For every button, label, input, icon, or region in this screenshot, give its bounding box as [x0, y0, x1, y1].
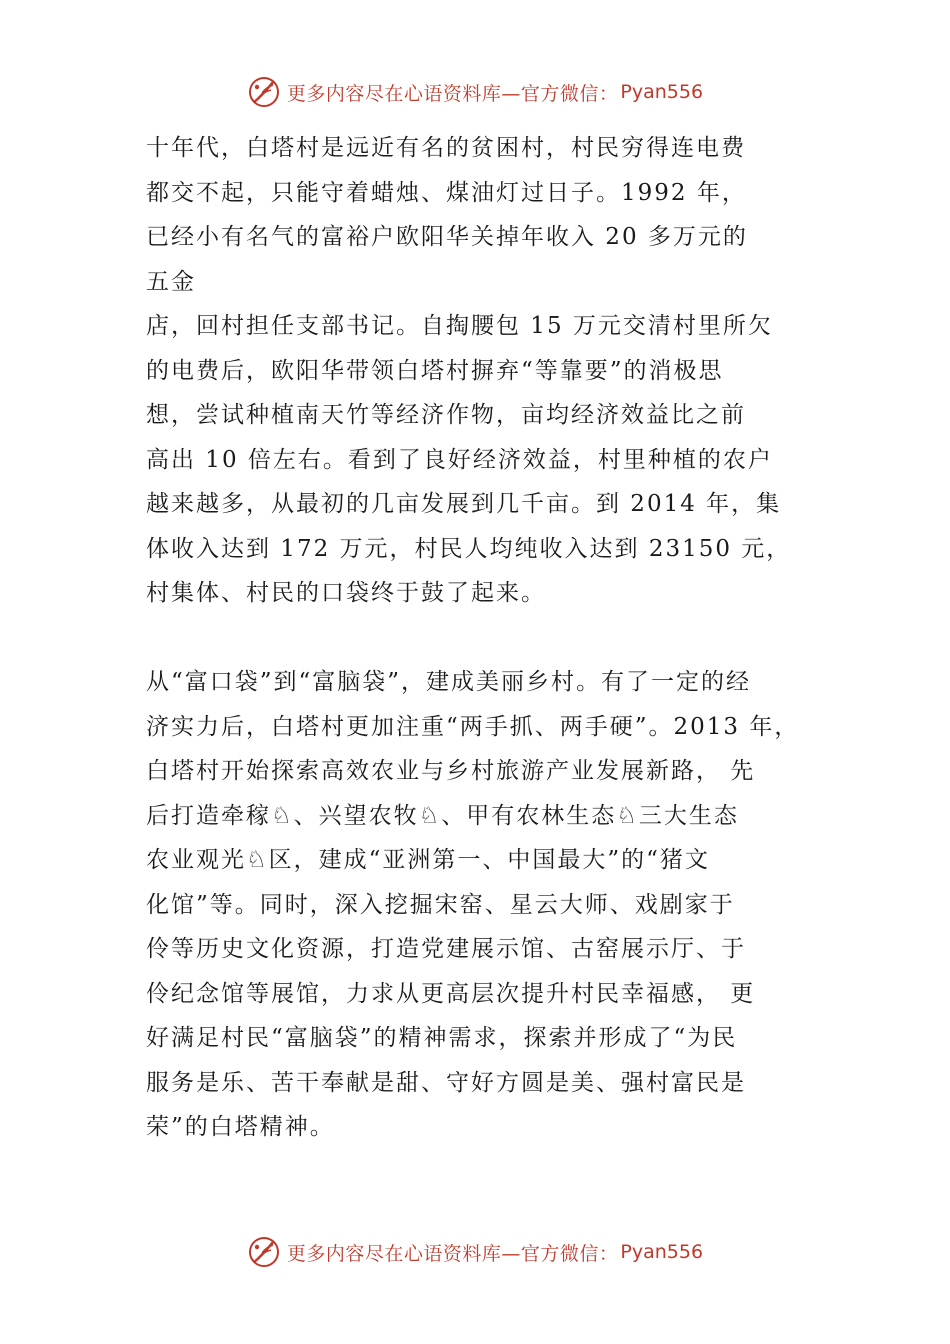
text-line: 村集体、村民的口袋终于鼓了起来。: [146, 580, 546, 606]
text-line: 伶等历史文化资源，打造党建展示馆、古窑展示厅、于: [146, 936, 746, 962]
footer-watermark: [0, 1230, 950, 1274]
text-line: 济实力后，白塔村更加注重“两手抓、两手硬”。2013 年，: [146, 713, 800, 740]
paragraph-2: [146, 660, 826, 1150]
text-line: 高出 10 倍左右。看到了良好经济效益，村里种植的农户: [146, 446, 773, 473]
text-line: 想，尝试种植南天竹等经济作物，亩均经济效益比之前: [146, 402, 746, 428]
text-line: 已经小有名气的富裕户欧阳华关掉年收入 20 多万元的: [146, 224, 748, 250]
text-line: 越来越多，从最初的几亩发展到几千亩。到 2014 年，集: [146, 491, 782, 517]
feather-circle-logo-icon: [247, 75, 281, 109]
text-line: 荣”的白塔精神。: [146, 1114, 335, 1140]
text-line: 农业观光♘区，建成“亚洲第一、中国最大”的“猪文: [146, 847, 710, 873]
paragraph-1: [146, 126, 826, 616]
text-line: 化馆”等。同时，深入挖掘宋窑、星云大师、戏剧家于: [146, 891, 735, 918]
feather-circle-logo-icon: [247, 1235, 281, 1269]
text-line: 好满足村民“富脑袋”的精神需求，探索并形成了“为民: [146, 1025, 738, 1051]
text-line: 后打造牵稼♘、兴望农牧♘、甲有农林生态♘三大生态: [146, 802, 739, 829]
text-line: 白塔村开始探索高效农业与乡村旅游产业发展新路， 先: [146, 758, 756, 784]
text-line: 店，回村担任支部书记。自掏腰包 15 万元交清村里所欠: [146, 313, 773, 339]
watermark-text: 更多内容尽在心语资料库—官方微信：: [286, 82, 619, 105]
text-line: 的电费后，欧阳华带领白塔村摒弃“等靠要”的消极思: [146, 357, 724, 384]
watermark-wechat-id: Pyan556: [620, 1241, 704, 1263]
text-line: 服务是乐、苦干奉献是甜、守好方圆是美、强村富民是: [146, 1069, 746, 1096]
watermark-text: 更多内容尽在心语资料库—官方微信：: [286, 1242, 619, 1265]
text-line: 体收入达到 172 万元，村民人均纯收入达到 23150 元，: [146, 535, 792, 562]
text-line: 伶纪念馆等展馆，力求从更高层次提升村民幸福感， 更: [146, 980, 756, 1007]
watermark-wechat-id: Pyan556: [620, 81, 704, 103]
text-line: 从“富口袋”到“富脑袋”，建成美丽乡村。有了一定的经: [146, 669, 752, 695]
text-line: 都交不起，只能守着蜡烛、煤油灯过日子。1992 年，: [146, 179, 747, 206]
header-watermark: [0, 70, 950, 114]
text-line: 十年代，白塔村是远近有名的贫困村，村民穷得连电费: [146, 135, 746, 161]
text-line: 五金: [146, 268, 196, 295]
